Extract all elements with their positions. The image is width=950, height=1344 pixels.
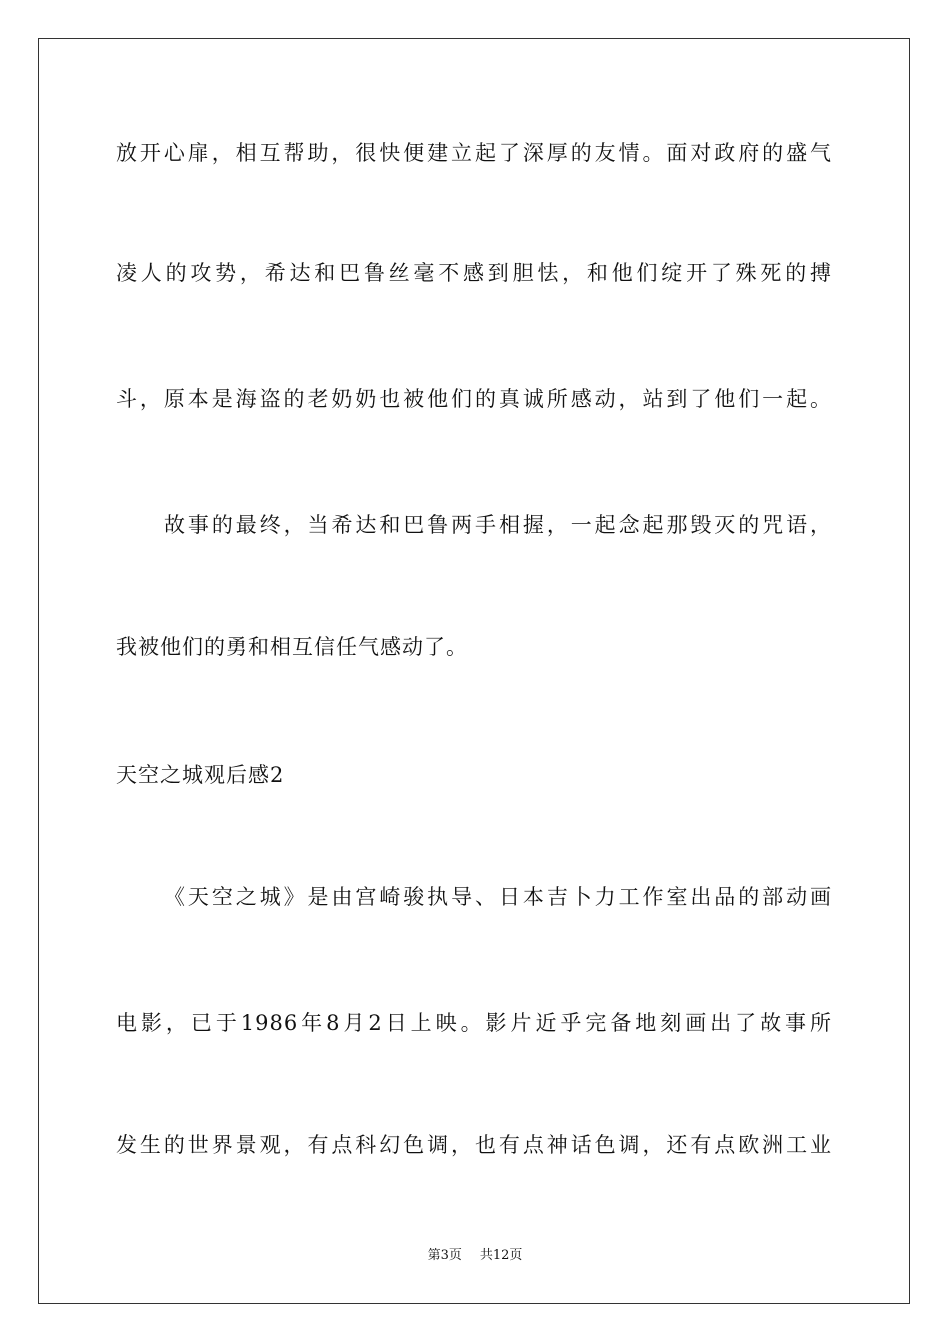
text-line-9: 发生的世界景观，有点科幻色调，也有点神话色调，还有点欧洲工业 — [116, 1133, 832, 1157]
page-number: 第3页 — [427, 1248, 462, 1263]
text-line-3: 斗，原本是海盗的老奶奶也被他们的真诚所感动，站到了他们一起。 — [116, 387, 832, 411]
text-line-1: 放开心扉，相互帮助，很快便建立起了深厚的友情。面对政府的盛气 — [116, 141, 832, 165]
text-line-8: 电影，已于1986年8月2日上映。影片近乎完备地刻画出了故事所 — [116, 1011, 832, 1035]
text-line-5: 我被他们的勇和相互信任气感动了。 — [116, 635, 468, 659]
text-line-7: 《天空之城》是由宫崎骏执导、日本吉卜力工作室出品的部动画 — [164, 885, 832, 909]
section-heading: 天空之城观后感2 — [116, 763, 285, 787]
text-line-2: 凌人的攻势，希达和巴鲁丝毫不感到胆怯，和他们绽开了殊死的搏 — [116, 261, 832, 285]
page-frame — [38, 38, 910, 1304]
page-total: 共12页 — [479, 1248, 523, 1263]
page-footer — [0, 1246, 950, 1266]
text-line-4: 故事的最终，当希达和巴鲁两手相握，一起念起那毁灭的咒语， — [164, 513, 832, 537]
